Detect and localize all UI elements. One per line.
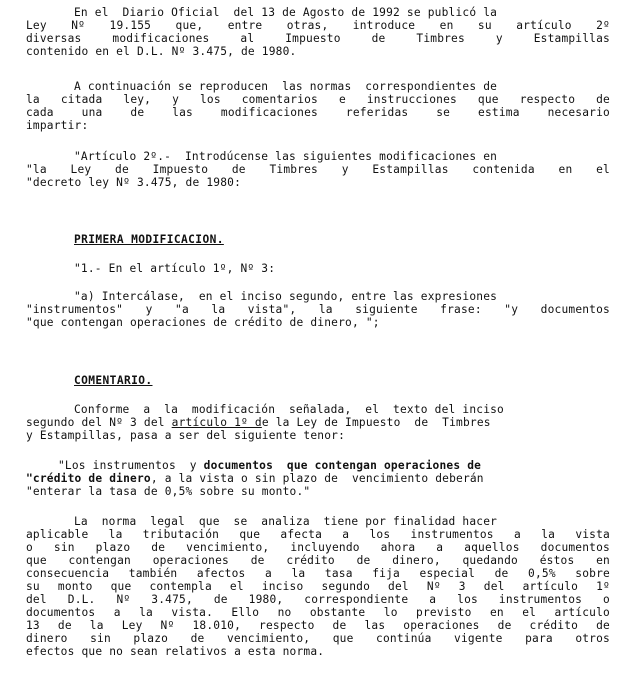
letra-a-line-2: "instrumentos" y "a la vista", la siguiente frase: "y documentos bbox=[26, 303, 610, 316]
intro-line-3: diversas modificaciones al Impuesto de Timbres y Estampillas bbox=[26, 32, 610, 45]
numero-uno-line: "1.- En el artículo 1º, Nº 3: bbox=[74, 262, 276, 275]
norma-line-9: 13 de la Ley Nº 18.010, respecto de las operaciones de crédito de bbox=[26, 619, 610, 632]
letra-a-line-3: "que contengan operaciones de crédito de dinero, "; bbox=[26, 316, 380, 329]
articulo-uno-reference: artículo 1º d bbox=[171, 416, 262, 429]
norma-line-2: aplicable la tributación que afecta a los instrumentos a la vista bbox=[26, 528, 610, 541]
norma-line-8: documentos a la vista. Ello no obstante lo previsto en el artículo bbox=[26, 606, 610, 619]
letra-a-quote bbox=[26, 290, 610, 329]
norma-paragraph bbox=[26, 515, 610, 658]
norma-line-7: del D.L. Nº 3.475, de 1980, correspondiente a los instrumentos o bbox=[26, 593, 610, 606]
articulo-quote bbox=[26, 150, 610, 189]
norma-line-6: su monto que contempla el inciso segundo del Nº 3 del artículo 1º bbox=[26, 580, 610, 593]
norma-line-10: dinero sin plazo de vencimiento, que continúa vigente para otros bbox=[26, 632, 610, 645]
reproduce-paragraph bbox=[26, 80, 610, 132]
norma-line-5: consecuencia también afectos a la tasa fija especial de 0,5% sobre bbox=[26, 567, 610, 580]
articulo-line-2: "la Ley de Impuesto de Timbres y Estampillas contenida en el bbox=[26, 163, 610, 176]
conforme-line-2 bbox=[26, 416, 610, 429]
intro-line-2: Ley Nº 19.155 que, entre otras, introduce en su artículo 2º bbox=[26, 19, 610, 32]
primera-modificacion-heading: PRIMERA MODIFICACION. bbox=[74, 233, 224, 246]
norma-line-4: que contengan operaciones de crédito de dinero, quedando éstos en bbox=[26, 554, 610, 567]
norma-line-1: La norma legal que se analiza tiene por finalidad hacer bbox=[74, 515, 498, 528]
norma-line-3: o sin plazo de vencimiento, incluyendo ahora a aquellos documentos bbox=[26, 541, 610, 554]
comentario-heading: COMENTARIO. bbox=[74, 374, 153, 387]
cita-line-3: "enterar la tasa de 0,5% sobre su monto." bbox=[26, 485, 311, 498]
reproduce-line-3: cada una de las modificaciones referidas se estima necesario bbox=[26, 106, 610, 119]
cita-quote bbox=[26, 459, 610, 498]
cita-line-2 bbox=[26, 472, 610, 485]
articulo-line-1: "Artículo 2º.- Introdúcense las siguientes modificaciones en bbox=[74, 150, 498, 163]
intro-line-4: contenido en el D.L. Nº 3.475, de 1980. bbox=[26, 45, 297, 58]
letra-a-line-1: "a) Intercálase, en el inciso segundo, entre las expresiones bbox=[74, 290, 498, 303]
conforme-line-1: Conforme a la modificación señalada, el texto del inciso bbox=[74, 403, 504, 416]
conforme-paragraph bbox=[26, 403, 610, 442]
reproduce-line-1: A continuación se reproducen las normas correspondientes de bbox=[74, 80, 498, 93]
cita-line-2-bold: "crédito de dinero bbox=[26, 472, 151, 485]
intro-line-1: En el Diario Oficial del 13 de Agosto de 1992 se publicó la bbox=[74, 6, 498, 19]
cita-line-2-b: , a la vista o sin plazo de vencimiento deberán bbox=[150, 472, 484, 485]
norma-line-11: efectos que no sean relativos a esta norma. bbox=[26, 645, 325, 658]
cita-line-1-bold: documentos que contengan operaciones de bbox=[203, 459, 482, 472]
conforme-line-2-post: e la Ley de Impuesto de Timbres bbox=[261, 416, 491, 429]
reproduce-line-4: impartir: bbox=[26, 119, 89, 132]
cita-line-1-a: "Los instrumentos y bbox=[58, 459, 204, 472]
reproduce-line-2: la citada ley, y los comentarios e instrucciones que respecto de bbox=[26, 93, 610, 106]
intro-paragraph bbox=[26, 6, 610, 58]
numero-uno bbox=[26, 262, 610, 275]
cita-line-1 bbox=[26, 459, 610, 472]
articulo-line-3: "decreto ley Nº 3.475, de 1980: bbox=[26, 176, 241, 189]
conforme-line-3: y Estampillas, pasa a ser del siguiente tenor: bbox=[26, 429, 346, 442]
conforme-line-2-pre: segundo del Nº 3 del bbox=[26, 416, 172, 429]
